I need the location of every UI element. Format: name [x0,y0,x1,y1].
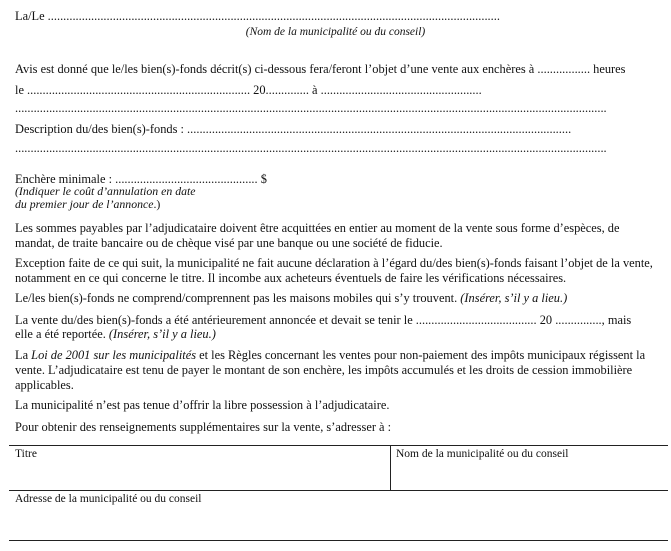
more-info-paragraph: Pour obtenir des renseignements supplémentaires sur la vente, s’adresser à : [15,420,392,434]
law-title: Loi de 2001 sur les municipalités [31,348,197,362]
minimum-bid-line[interactable]: Enchère minimale : .............................................. $ [15,172,267,186]
minimum-bid-hint-1: (Indiquer le coût d’annulation en date [15,184,196,198]
contact-box-middle-border [9,490,668,491]
minimum-bid-hint-2 [15,198,659,211]
law-pre: La [15,348,32,362]
minimum-bid-hint-2-end: .) [153,197,161,211]
payment-paragraph: Les sommes payables par l’adjudicataire doivent être acquittées en entier au moment de la vente sous forme d’espèces, de mandat, de traite bancaire ou de chèque visé par une banque ou une société de fiducie. [15,221,620,250]
minimum-bid-hint-2-text: du premier jour de l’annonce [15,197,154,211]
contact-box-top-border [9,445,668,446]
postponed-sale-line-1[interactable]: La vente du/des bien(s)-fonds a été antérieurement annoncée et devait se tenir le ....................................... 20 ..............., mais [15,313,632,327]
contact-municipality-name-field[interactable]: Nom de la municipalité ou du conseil [396,448,569,460]
mobile-homes-text: Le/les bien(s)-fonds ne comprend/comprennent pas les maisons mobiles qui s’y trouvent. [15,291,458,305]
contact-box-bottom-border [9,540,668,541]
contact-title-field[interactable]: Titre [15,448,37,460]
postponed-sale-hint: (Insérer, s’il y a lieu.) [108,327,216,341]
header-la-le[interactable]: La/Le .................................................................................................................................................. [15,9,500,23]
municipality-name-hint: (Nom de la municipalité ou du conseil) [245,26,426,38]
description-line-2[interactable]: ............................................................................................................................................................................................... [15,141,607,155]
postponed-sale-text: elle a été reportée. [15,327,106,341]
law-post: et les Règles concernant les ventes pour non-paiement des impôts municipaux régissent la vente. L’adjudicataire est tenu de payer le montant de son enchère, les impôts accumulés et les droits de cession immobilière applicables. [15,348,646,392]
notice-line-3[interactable]: ............................................................................................................................................................................................... [15,101,607,115]
postponed-sale-line-2 [15,327,659,342]
mobile-homes-hint: (Insérer, s’il y a lieu.) [460,291,568,305]
description-line-1[interactable]: Description du/des bien(s)-fonds : ............................................................................................................................ [15,122,572,136]
law-paragraph [15,348,659,393]
possession-paragraph: La municipalité n’est pas tenue d’offrir la libre possession à l’adjudicataire. [15,398,390,412]
mobile-homes-paragraph [15,291,659,306]
notice-line-1[interactable]: Avis est donné que le/les bien(s)-fonds décrit(s) ci-dessous fera/feront l’objet d’une vente aux enchères à ................. heures [15,62,626,76]
contact-address-field[interactable]: Adresse de la municipalité ou du conseil [15,493,202,505]
contact-box-divider [390,445,391,490]
notice-line-2[interactable]: le ........................................................................ 20.............. à .................................................... [15,83,482,97]
exception-paragraph: Exception faite de ce qui suit, la municipalité ne fait aucune déclaration à l’égard du/des bien(s)-fonds faisant l’objet de la vente, notamment en ce qui concerne le titre. Il incombe aux acheteurs éventuels de faire les vérifications nécessaires. [15,256,653,285]
